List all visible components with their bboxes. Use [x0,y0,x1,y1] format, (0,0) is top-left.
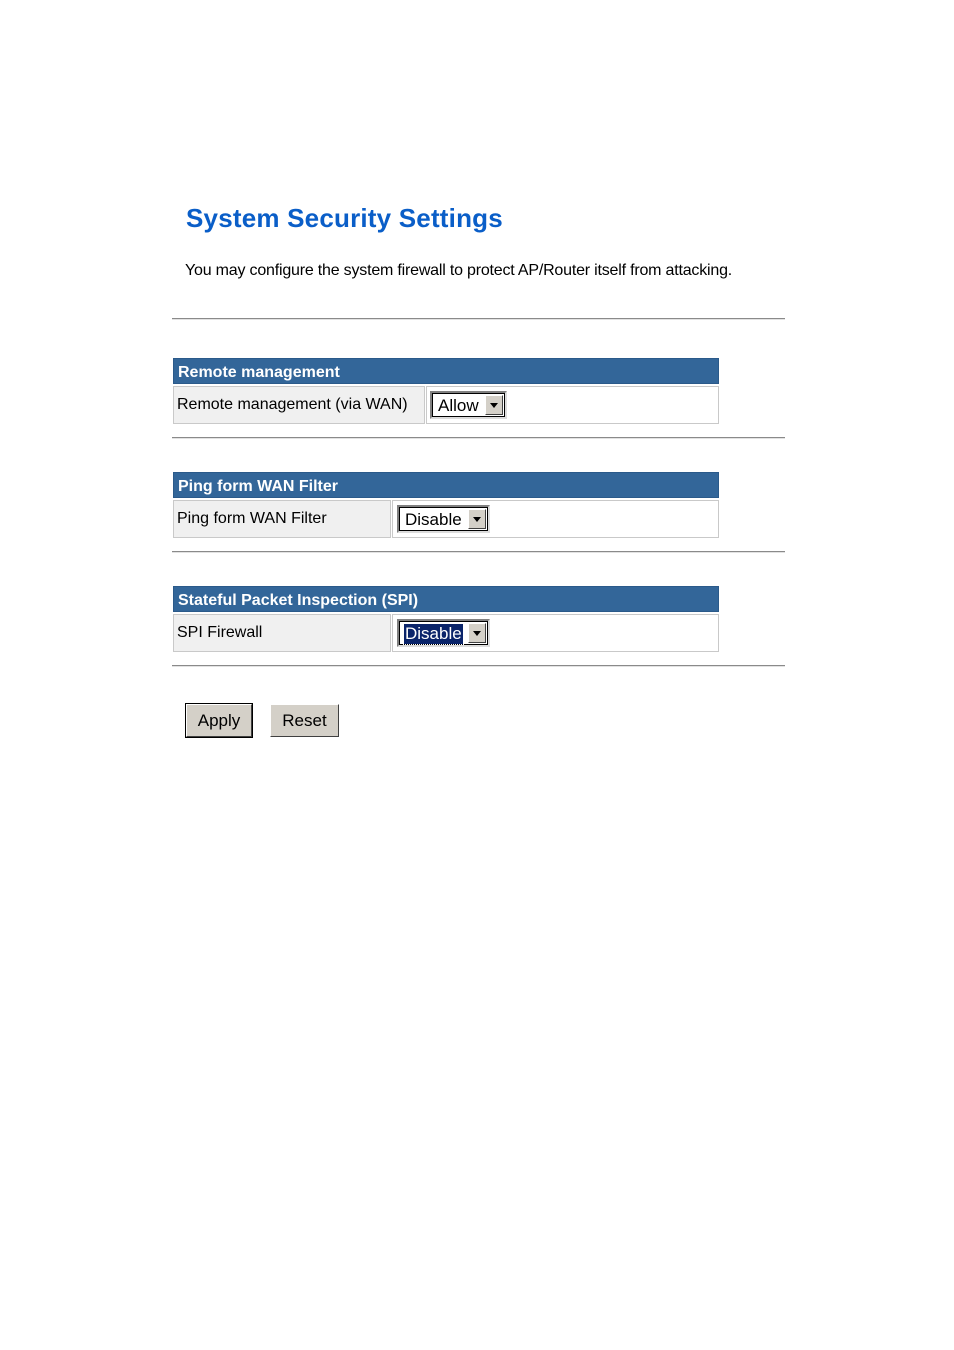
select-frame [399,507,488,531]
section-header: Stateful Packet Inspection (SPI) [173,586,719,612]
section-header: Remote management [173,358,719,384]
page-title: System Security Settings [186,203,503,233]
field-value-cell [392,614,719,652]
dropdown-button[interactable] [468,623,486,643]
divider [172,551,785,553]
settings-row [173,386,719,424]
select-value: Allow [438,396,479,415]
field-label: SPI Firewall [173,614,391,652]
divider [172,437,785,439]
chevron-down-icon [473,631,481,636]
remote-management-select[interactable] [430,391,507,419]
select-frame [399,621,488,645]
field-value-cell [392,500,719,538]
field-value-cell [426,386,719,424]
remote-management-section [173,358,719,424]
settings-row [173,500,719,538]
dropdown-button[interactable] [485,395,503,415]
field-label: Ping form WAN Filter [173,500,391,538]
chevron-down-icon [473,517,481,522]
page-description: You may configure the system firewall to protect AP/Router itself from attacking. [185,262,733,279]
divider [172,665,785,667]
select-value: Disable [405,510,462,529]
chevron-down-icon [490,403,498,408]
field-label: Remote management (via WAN) [173,386,425,424]
settings-row [173,614,719,652]
select-frame [432,393,505,417]
select-value: Disable [405,624,462,643]
dropdown-button[interactable] [468,509,486,529]
spi-firewall-select[interactable] [397,619,490,647]
section-header: Ping form WAN Filter [173,472,719,498]
ping-wan-filter-select[interactable] [397,505,490,533]
divider [172,318,785,320]
reset-button[interactable]: Reset [270,704,339,737]
spi-section [173,586,719,652]
apply-button[interactable]: Apply [186,704,252,737]
ping-wan-filter-section [173,472,719,538]
